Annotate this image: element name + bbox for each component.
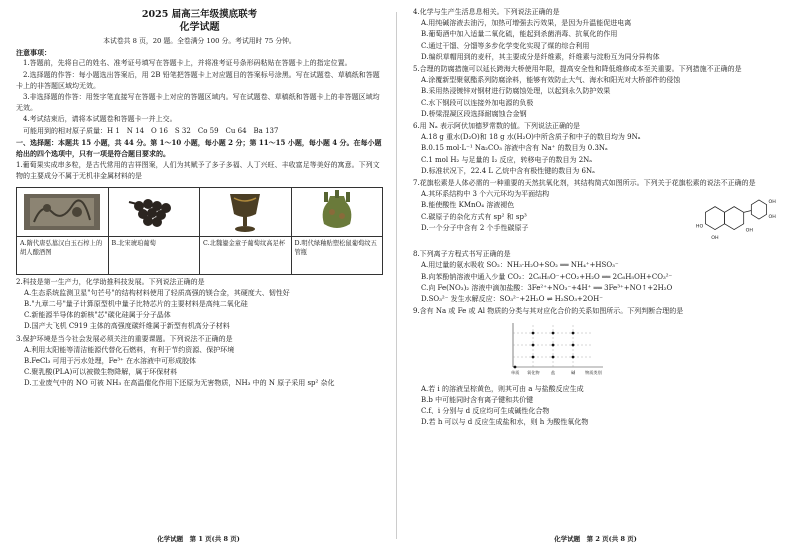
q4-stem: 4.化学与生产生活息息相关。下列说法正确的是 [413, 8, 560, 16]
q1-option-b-cell [109, 188, 201, 274]
q4-option-b: B.葡萄酒中加入适量二氧化硫，能起到杀菌消毒、抗氧化的作用 [421, 30, 618, 39]
note-1: 1.答题前，先将自己的姓名、准考证号填写在答题卡上，并将准考证号条形码粘贴在答题卡上的指定位置。 [23, 59, 352, 68]
graph-label-elemental: 单质 [511, 370, 520, 376]
q9-option-b: B.b 中可能同时含有离子键和共价键 [421, 395, 534, 404]
q3-option-c: C.聚乳酸(PLA)可以被微生物降解，属于环保材料 [24, 368, 178, 377]
q2-option-a: A.生态系统监测卫星"句芒号"的结构材料使用了轻质高强的镁合金，其硬度大、韧性好 [24, 288, 290, 297]
q4-option-a: A.用纯碱溶液去油污，加热可增强去污效果，是因为升温能促进电离 [421, 19, 632, 28]
graph-label-oxide: 氧化物 [527, 370, 540, 376]
note-2: 2.选择题的作答：每小题选出答案后，用 2B 铅笔把答题卡上对应题目的答案标号涂黑。写在试题卷、草稿纸和答题卡上的非答题区域均无效。 [16, 70, 380, 90]
q5-option-b: B.采用热浸镀锌对钢材进行防腐蚀处理，以起到永久防护效果 [421, 87, 611, 96]
q6-option-c: C.1 mol H₂ 与足量的 I₂ 反应，转移电子的数目为 2Nₐ [421, 155, 592, 164]
q6-option-d: D.标准状况下，22.4 L 乙烷中含有极性键的数目为 6Nₐ [421, 166, 595, 175]
q4-option-c: C.通过干馏、分馏等多步化学变化实现了煤的综合利用 [421, 41, 590, 50]
exam-meta: 本试卷共 8 页，20 题。全卷满分 100 分。考试用时 75 分钟。 [103, 37, 296, 45]
oh-label-5: OH [745, 228, 753, 234]
q4-option-d: D.编织草帽用到的麦秆，其主要成分是纤维素，纤维素与淀粉互为同分异构体 [421, 52, 660, 61]
atomic-mass: 可能用到的相对原子质量：H 1 N 14 O 16 S 32 Co 59 Cu 64 Ba 137 [23, 126, 279, 135]
q6-option-b: B.0.15 mol·L⁻¹ Na₂CO₃ 溶液中含有 Na⁺ 的数目为 0.3Nₐ [421, 144, 608, 153]
q6-stem: 6.用 Nₐ 表示阿伏加德罗常数的值。下列说法正确的是 [413, 122, 580, 131]
q9-option-a: A.若 i 的溶液呈棕黄色，则其可由 a 与盐酸反应生成 [421, 384, 584, 393]
q3-option-d: D.工业废气中的 NO 可被 NH₃ 在高温催化作用下还原为无害物质，NH₃ 中的 N 原子采用 sp² 杂化 [24, 379, 335, 388]
q1-option-d-caption: D.明代绿釉贴塑松鼠葡萄纹五管瓶 [294, 239, 377, 256]
q7-stem: 7.花旗松素是人体必需的一种重要的天然抗氧化剂，其结构简式如图所示。下列关于花旗松素的说法不正确的是 [413, 179, 756, 188]
note-4: 4.考试结束后，请将本试题卷和答题卡一并上交。 [23, 115, 177, 124]
q2-option-c: C.新能源半导体的新核"芯"碳化硅属于分子晶体 [24, 311, 171, 320]
q1-option-b-caption: B.北宋琥珀葡萄 [111, 239, 156, 247]
q8-option-c: C.向 Fe(NO₃)₂ 溶液中滴加盐酸：3Fe²⁺+NO₃⁻+4H⁺ ══ 3Fe³⁺+NO↑+2H₂O [421, 283, 673, 292]
page-2-footer: 化学试题 第 2 页(共 8 页) [554, 535, 637, 543]
green-glaze-vase-image [292, 188, 383, 237]
oh-label-3: OH [768, 200, 776, 206]
q7-option-a: A.其环系结构中 3 个六元环均为平面结构 [421, 190, 550, 199]
structure-diagram [694, 191, 780, 249]
q1-option-d-cell [292, 188, 383, 274]
q9-option-c: C.f、i 分别与 d 反应均可生成碱性化合物 [421, 407, 550, 416]
q9-stem: 9.含有 Na 或 Fe 或 Al 物质的分类与其对应化合价的关系如图所示。下列判断合理的是 [413, 307, 684, 316]
q1-option-a-caption: A.隋代唐弘墓汉白玉石椁上的胡人酿酒图 [20, 239, 103, 256]
q2-stem: 2.科技是第一生产力，化学助推科技发展。下列说法正确的是 [16, 277, 205, 286]
q9-option-d: D.若 h 可以与 d 反应生成盐和水，则 h 为酸性氧化物 [421, 418, 589, 427]
notes-title: 注意事项： [16, 48, 51, 58]
oh-label-1: HO [695, 224, 704, 230]
q3-stem: 3.保护环境是当今社会发展必须关注的重要课题。下列说法不正确的是 [16, 334, 233, 343]
q7-option-d: D.一个分子中含有 2 个手性碳原子 [421, 223, 529, 232]
q8-stem: 8.下列离子方程式书写正确的是 [413, 250, 511, 259]
q7-option-b: B.能使酸性 KMnO₄ 溶液褪色 [421, 201, 515, 210]
section-1-heading: 一、选择题：本题共 15 小题，共 44 分。第 1～10 小题，每小题 2 分；第 11～15 小题，每小题 4 分。在每小题给出的四个选项中，只有一项是符合题目要求的。 [16, 137, 382, 159]
q5-option-a: A.涂覆新型聚氨酯系列防腐涂料，能够有效防止大气、海水和阳光对大桥部件的侵蚀 [421, 76, 681, 85]
q7-option-c: C.碳原子的杂化方式有 sp² 和 sp³ [421, 212, 527, 221]
amber-grapes-image [109, 188, 200, 237]
q8-option-a: A.用过量的氨水吸收 SO₂：NH₃·H₂O+SO₂ ══ NH₄⁺+HSO₃⁻ [421, 261, 619, 270]
q2-option-d: D.国产大飞机 C919 主体的高强度碳纤维属于新型有机高分子材料 [24, 322, 230, 331]
graph-label-salt: 盐 [551, 370, 556, 376]
q6-option-a: A.18 g 重水(D₂O)和 18 g 水(H₂O)中所含质子和中子的数目均为 9Nₐ [421, 133, 641, 142]
gilt-cup-image [200, 188, 291, 237]
note-3: 3.非选择题的作答：用签字笔直接写在答题卡上对应的答题区域内。写在试题卷、草稿纸和答题卡上的非答题区域均无效。 [16, 93, 380, 113]
classification-graph [503, 319, 623, 377]
q8-option-d: D.SO₃²⁻ 发生水解反应：SO₃²⁻+2H₂O ⇌ H₂SO₃+2OH⁻ [421, 295, 603, 304]
stone-relief-image [17, 188, 108, 237]
graph-label-base: 碱 [571, 370, 576, 376]
q1-option-c-cell [200, 188, 292, 274]
q1-stem: 1.葡萄果实成串多粒，是古代常用的吉祥图案，人们为其赋予了多子多福、人丁兴旺、丰收富足等美好的寓意。下列文物的主要成分不属于无机非金属材料的是 [16, 161, 380, 181]
q1-image-table [16, 187, 383, 275]
q8-option-b: B.向苯酚钠溶液中通入少量 CO₂：2C₆H₅O⁻+CO₂+H₂O ══ 2C₆H₅OH+CO₃²⁻ [421, 272, 673, 281]
exam-subtitle: 化学试题 [179, 22, 220, 33]
oh-label-4: OH [768, 215, 776, 221]
q5-option-c: C.水下钢段可以连接外加电源的负极 [421, 98, 534, 107]
q1-option-a-cell [17, 188, 109, 274]
q3-option-b: B.FeCl₃ 可用于污水处理，Fe³⁺ 在水溶液中可形成胶体 [24, 357, 196, 366]
q5-stem: 5.合理的防腐措施可以延长跨海大桥使用年限，提高安全性和降低维修成本至关重要。下列措施不正确的是 [413, 65, 742, 74]
oh-label-2: OH [711, 236, 719, 242]
q1-option-c-caption: C.北魏鎏金童子葡萄纹高足杯 [203, 239, 286, 247]
exam-title: 2025 届高三年级摸底联考 [141, 9, 258, 20]
q3-option-a: A.利用太阳能等清洁能源代替化石燃料，有利于节约资源、保护环境 [24, 345, 235, 354]
q2-option-b: B."九章二号"量子计算原型机中量子比特芯片的主要材料是高纯二氧化硅 [24, 300, 248, 309]
page-1-footer: 化学试题 第 1 页(共 8 页) [157, 535, 240, 543]
graph-label-category: 物质类别 [585, 370, 602, 376]
q5-option-d: D.桥梁混凝区段选择耐腐蚀合金钢 [421, 109, 527, 118]
page-2 [397, 0, 794, 551]
